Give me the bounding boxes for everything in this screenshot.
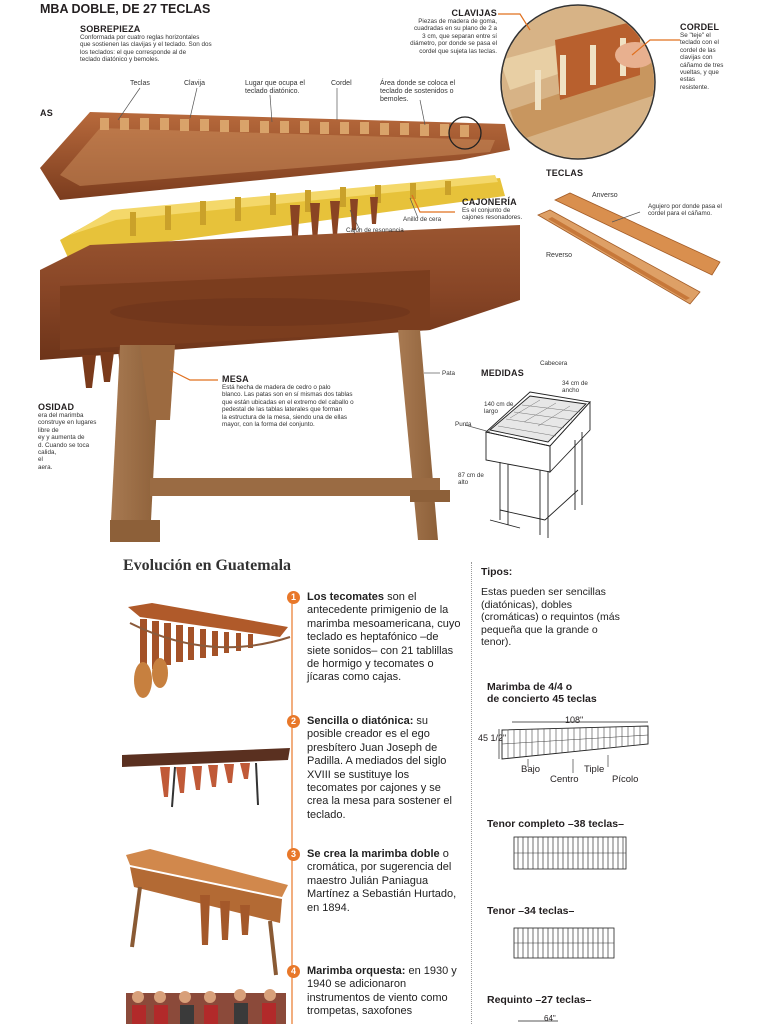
sobrepieza-text: Conformada por cuatro reglas horizontales que sostienen las clavijas y el teclado. Son dos los teclados: el que corresponde al de teclado diatónico y bemoles. [80, 34, 212, 64]
concierto-title: Marimba de 4/4 o de concierto 45 teclas [487, 681, 597, 705]
tipos-section [478, 545, 768, 1024]
sobrepieza-heading: SOBREPIEZA [80, 24, 141, 34]
concierto-width-label: 108" [565, 715, 584, 725]
tipos-heading: Tipos: [481, 566, 513, 578]
teclas-agujero-label: Agujero por donde pasa el cordel para el cáñamo. [648, 203, 722, 218]
medidas-punta: Punta [455, 421, 472, 428]
left-fragment-heading: AS [40, 108, 53, 118]
left-mid-callout [38, 402, 110, 471]
medidas-alto: 87 cm de alto [458, 472, 484, 487]
mesa-callout [222, 374, 372, 428]
number-badge: 1 [287, 591, 300, 604]
concierto-tiple-label: Tiple [584, 764, 605, 775]
concierto-height-label: 45 1/2" [478, 733, 507, 743]
tenor-completo-diagram [514, 837, 626, 869]
teclas-reverso-label: Reverso [546, 252, 573, 259]
label-cordel: Cordel [331, 80, 352, 87]
clavijas-callout [382, 8, 497, 55]
evolucion-section [0, 545, 470, 1024]
medidas-heading: MEDIDAS [481, 368, 524, 378]
requinto-width-label: 64" [544, 1014, 556, 1023]
tecomates-image [128, 603, 290, 698]
label-teclas: Teclas [130, 80, 150, 87]
evolucion-item-text: Marimba orquesta: en 1930 y 1940 se adicionaron instrumentos de viento como trompetas, saxofones [307, 965, 457, 1018]
mesa-heading: MESA [222, 374, 249, 384]
evolucion-heading: Evolución en Guatemala [123, 557, 292, 574]
evolucion-item [287, 591, 462, 685]
left-mid-text: era del marimba construye en lugares libre de ey y aumenta de d. Cuando se toca calida, el aera. [38, 412, 97, 471]
doble-image [126, 849, 288, 975]
cordel-text: Se "teje" el teclado con el cordel de las clavijas con cáñamo de tres vueltas, y que estas resistente. [680, 32, 724, 91]
medidas-ancho: 34 cm de ancho [562, 380, 588, 395]
medidas-largo: 140 cm de largo [484, 401, 514, 416]
number-badge: 2 [287, 715, 300, 728]
clavijas-heading: CLAVIJAS [451, 8, 497, 18]
tenor-completo-title: Tenor completo –38 teclas– [487, 818, 624, 830]
mesa-leg-right [398, 330, 438, 540]
orquesta-image [126, 989, 286, 1024]
tenor-title: Tenor –34 teclas– [487, 905, 575, 917]
concierto-bajo-label: Bajo [521, 764, 541, 775]
label-teclado-diatonico: Lugar que ocupa el teclado diatónico. [245, 80, 305, 95]
tenor-diagram [514, 928, 614, 958]
medidas-cabecera: Cabecera [540, 360, 568, 367]
evolucion-item [287, 715, 462, 822]
clavijas-text: Piezas de madera de goma, cuadradas en su plano de 2 a 3 cm, que separan entre sí diámetro, por donde se pasa el cordel que sujeta las teclas. [410, 18, 497, 55]
pata-label: Pata [442, 370, 455, 377]
concierto-picolo-label: Pícolo [612, 774, 639, 785]
top-title: MBA DOBLE, DE 27 TECLAS [40, 2, 211, 16]
evolucion-item-text: Sencilla o diatónica: su posible creador es el ego presbítero Juan Joseph de Padilla. A mediados del siglo XVIII se sustituye los tecomates por cajones y se crea la mesa para sostener el teclado. [307, 715, 452, 821]
teclas-heading: TECLAS [546, 168, 584, 178]
left-mid-heading: OSIDAD [38, 402, 75, 412]
label-area-sostenidos: Área donde se coloca el teclado de sostenidos o bemoles. [380, 80, 456, 103]
sobrepieza-callout [80, 24, 240, 64]
evolucion-item-text: Se crea la marimba doble o cromática, por sugerencia del maestro Julián Paniagua Martínez a Sebastián Hurtado, en 1894. [307, 848, 457, 914]
evolucion-item [287, 848, 462, 915]
cajoneria-heading: CAJONERÍA [462, 197, 517, 207]
number-badge: 4 [287, 965, 300, 978]
evolucion-images [0, 545, 300, 1024]
anillo-label: Anillo de cera [403, 216, 442, 223]
concierto-centro-label: Centro [550, 774, 579, 785]
section-divider [471, 562, 473, 1024]
label-clavija: Clavija [184, 80, 206, 87]
cordel-heading: CORDEL [680, 22, 720, 32]
tipos-text: Estas pueden ser sencillas (diatónicas), dobles (cromáticas) o requintos (más pequeña que la grande o tenor). [481, 586, 620, 649]
teclas-anverso-label: Anverso [592, 192, 618, 199]
cordel-callout [680, 22, 750, 91]
sencilla-image [122, 748, 290, 807]
cajon-label: Cajón de resonancia [346, 227, 404, 234]
requinto-title: Requinto –27 teclas– [487, 994, 592, 1006]
mesa-text: Está hecha de madera de cedro o palo blanco. Las patas son en sí mismas dos tablas que están ubicadas en el extremo del caballo o pedestal de las tablas laterales que forman la estructura de la mesa, siendo una de ellas mayor, con la forma del conjunto. [222, 384, 354, 429]
cajoneria-callout [462, 197, 547, 222]
evolucion-item [287, 965, 462, 1024]
evolucion-item-text: Los tecomates son el antecedente primigenio de la marimba mesoamericana, cuyo teclado es heptafónico –de siete sonidos– con 21 tablillas de hormigo y tecomates o jícaras como cajas. [307, 591, 461, 684]
cajoneria-text: Es el conjunto de cajones resonadores. [462, 207, 523, 222]
number-badge: 3 [287, 848, 300, 861]
